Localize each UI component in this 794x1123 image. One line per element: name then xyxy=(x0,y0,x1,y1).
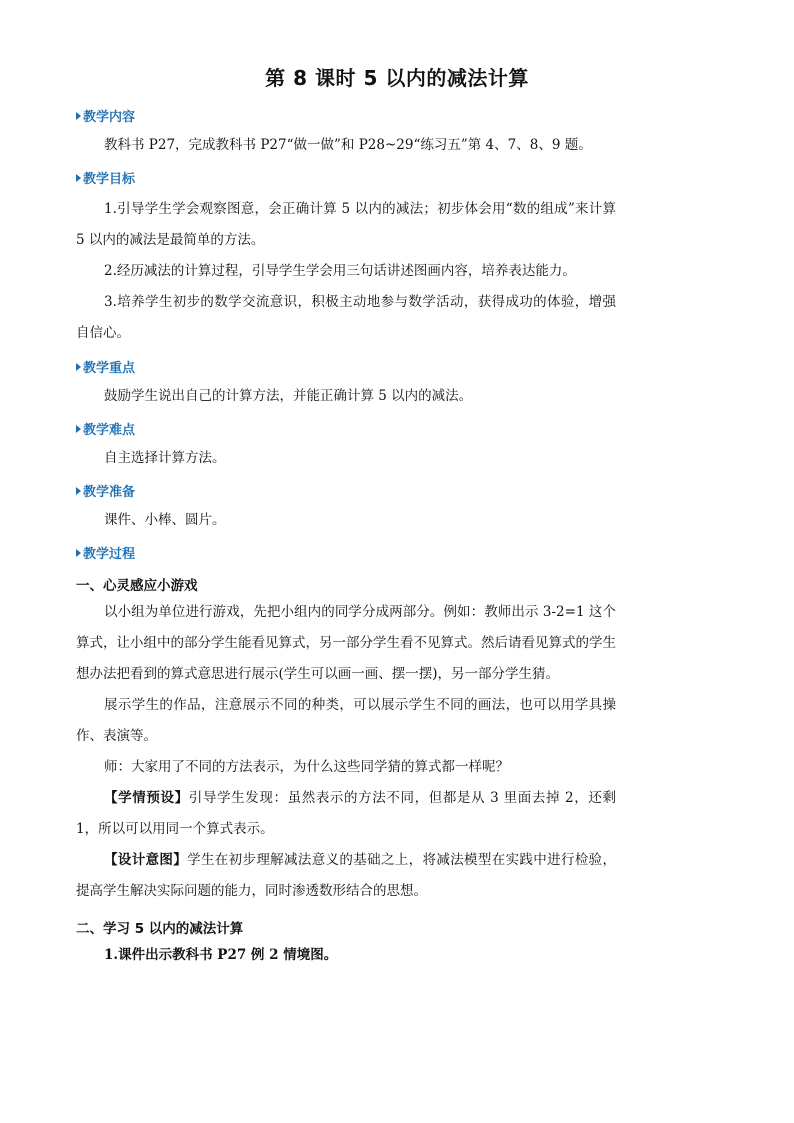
design-intent-label: 【设计意图】 xyxy=(104,852,188,868)
section-heading-difficulty: 教学难点 xyxy=(76,419,135,438)
content-text: 教科书 P27，完成教科书 P27“做一做”和 P28~29“练习五”第 4、7、8、9 题。 xyxy=(104,137,592,153)
part2-paragraph-1: 1.课件出示教科书 P27 例 2 情境图。 xyxy=(104,947,338,963)
section-heading-process: 教学过程 xyxy=(76,543,135,562)
goal-item-2: 2.经历减法的计算过程，引导学生学会用三句话讲述图画内容，培养表达能力。 xyxy=(104,263,576,279)
part1-heading: 一、心灵感应小游戏 xyxy=(76,578,198,594)
triangle-bullet-icon xyxy=(76,112,81,120)
part1-paragraph-5: 【设计意图】学生在初步理解减法意义的基础之上，将减法模型在实践中进行检验，提高学生解决实际问题的能力，同时渗透数形结合的思想。 xyxy=(76,852,617,899)
triangle-bullet-icon xyxy=(76,549,81,557)
triangle-bullet-icon xyxy=(76,487,81,495)
learning-preview-label: 【学情预设】 xyxy=(104,790,189,806)
page-title: 第 8 课时 5 以内的减法计算 xyxy=(265,66,529,90)
section-heading-key: 教学重点 xyxy=(76,357,135,376)
part1-paragraph-1: 以小组为单位进行游戏，先把小组内的同学分成两部分。例如：教师出示 3-2=1 这个算式，让小组中的部分学生能看见算式，另一部分学生看不见算式。然后请看见算式的学生想办法把看到的算式意思进行展示(学生可以画一画、摆一摆)，另一部分学生猜。 xyxy=(76,604,616,682)
goal-item-1: 1.引导学生学会观察图意，会正确计算 5 以内的减法；初步体会用“数的组成”来计算 5 以内的减法是最简单的方法。 xyxy=(76,201,616,248)
section-heading-content: 教学内容 xyxy=(76,106,135,125)
section-heading-goals: 教学目标 xyxy=(76,168,135,187)
part1-paragraph-4: 【学情预设】引导学生发现：虽然表示的方法不同，但都是从 3 里面去掉 2，还剩 1，所以可以用同一个算式表示。 xyxy=(76,790,617,837)
goal-item-3: 3.培养学生初步的数学交流意识，积极主动地参与数学活动，获得成功的体验，增强自信心。 xyxy=(76,294,616,341)
part1-paragraph-3: 师：大家用了不同的方法表示，为什么这些同学猜的算式都一样呢？ xyxy=(104,759,509,775)
section-heading-prep: 教学准备 xyxy=(76,481,135,500)
key-text: 鼓励学生说出自己的计算方法，并能正确计算 5 以内的减法。 xyxy=(104,388,473,404)
triangle-bullet-icon xyxy=(76,174,81,182)
prep-text: 课件、小棒、圆片。 xyxy=(104,512,226,528)
triangle-bullet-icon xyxy=(76,363,81,371)
difficulty-text: 自主选择计算方法。 xyxy=(104,450,226,466)
triangle-bullet-icon xyxy=(76,425,81,433)
part2-heading: 二、学习 5 以内的减法计算 xyxy=(76,921,244,937)
part1-paragraph-2: 展示学生的作品，注意展示不同的种类，可以展示学生不同的画法，也可以用学具操作、表演等。 xyxy=(76,697,616,744)
